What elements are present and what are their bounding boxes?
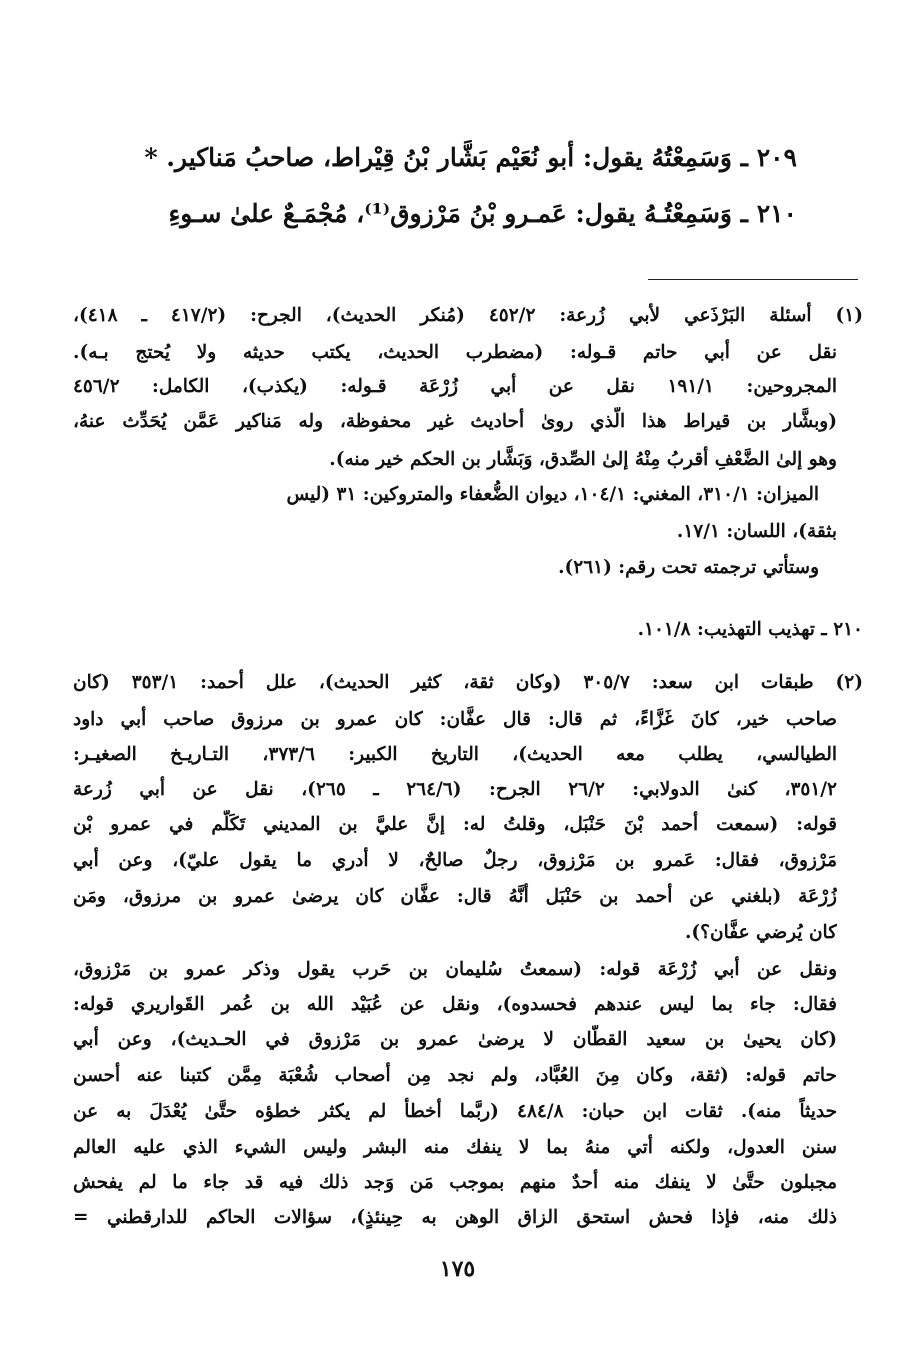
entry-210-reference: ٢١٠ ـ تهذيب التهذيب: ١٠١/٨. bbox=[637, 619, 863, 640]
footnote-1-line: وهو إلىٰ الضَّعْفِ أقربُ مِنْهُ إلىٰ الصِّدق، وَبَشَّار بن الحكم خير منه). bbox=[329, 449, 837, 470]
footnote-2-line: الطيالسي، يطلب معه الحديث)، التاريخ الكبير: ٣٧٣/٦، التـاريـخ الصغيـر: bbox=[73, 744, 837, 765]
footnote-2-line: فقال: جاء بما ليس عندهم فحسدوه)، ونقل عن عُبَيْد الله بن عُمر القَواريري قوله: bbox=[73, 994, 837, 1015]
footnote-1-line: بثقة)، اللسان: ١٧/١. bbox=[676, 521, 837, 542]
footnote-1-line: (وبشَّار بن قيراط هذا الَّذي روىٰ أحاديث غير محفوظة، وله مَناكير عَمَّن يُحَدِّث عنهُ، bbox=[73, 411, 837, 432]
footnote-2-line: قوله: (سمعت أحمد بْنَ حَنْبَل، وقلتُ له: إنَّ عليَّ بن المديني تَكَلَّم في عمرو بْن bbox=[73, 814, 837, 835]
footnote-2-line: زُرْعَة (بلغني عن أحمد بن حَنْبَل أنَّهُ قال: عفَّان كان يرضىٰ عمرو بن مرزوق، ومَن bbox=[73, 886, 837, 907]
footnote-2-line: (كان يحيىٰ بن سعيد القطَّان لا يرضىٰ عمرو بن مَرْزوق في الحـديث)، وعن أبي bbox=[73, 1029, 837, 1050]
footnote-2-line: ذلك منه، فإذا فحش استحق الزاق الوهن به حِينئذٍ)، سؤالات الحاكم للدارقطني = bbox=[73, 1207, 837, 1228]
footnote-2-line: ونقل عن أبي زُرْعَة قوله: (سمعتُ سُليمان بن حَرب يقول وذكر عمرو بن مَرْزوق، bbox=[73, 959, 837, 980]
footnote-1-line: نقل عن أبي حاتم قـوله: (مضطرب الحديث، يكتب حديثه ولا يُحتج بـه). bbox=[73, 342, 837, 363]
entry-210: ٢١٠ ـ وَسَمِعْتُـهُ يقول: عَمـرو بْنُ مَرْزوق⁽¹⁾، مُجْمَـعٌ علىٰ سـوءِ bbox=[168, 199, 797, 228]
footnote-2-line: مَرْزوق، فقال: عَمرو بن مَرْزوق، رجلٌ صالحٌ، لا أدري ما يقول عليّ)، وعن أبي bbox=[73, 850, 837, 871]
footnote-1-line: وستأتي ترجمته تحت رقم: (٢٦١). bbox=[558, 557, 819, 578]
page-number: ١٧٥ bbox=[439, 1256, 476, 1282]
footnote-2-line: مجبلون حتَّىٰ لا ينفك منه أحدٌ منهم بموجب مَن وَجد ذلك فيه قد جاء ما لم يفحش bbox=[73, 1172, 837, 1193]
footnote-2-line: ٣٥١/٢، كنىٰ الدولابي: ٢٦/٢ الجرح: (٢٦٤/٦ ـ ٢٦٥)، نقل عن أبي زُرعة bbox=[73, 779, 837, 800]
footnote-1-line: الميزان: ٣١٠/١، المغني: ١٠٤/١، ديوان الضُّعفاء والمتروكين: ٣١ (ليس bbox=[286, 484, 819, 505]
entry-209: ٢٠٩ ـ وَسَمِعْتُهُ يقول: أبو نُعَيْم بَشَّار بْنُ قِيْراط، صاحبُ مَناكير. * bbox=[144, 143, 797, 172]
footnote-separator bbox=[648, 279, 858, 280]
footnote-2-line: (٢) طبقات ابن سعد: ٣٠٥/٧ (وكان ثقة، كثير الحديث)، علل أحمد: ٣٥٣/١ (كان bbox=[73, 672, 863, 693]
footnote-2-line: صاحب خير، كانَ غَزَّاءً، ثم قال: قال عفَّان: كان عمرو بن مرزوق صاحب أبي داود bbox=[73, 709, 837, 730]
footnote-2-line: حديثاً منه). ثقات ابن حبان: ٤٨٤/٨ (ربَّما أخطأ لم يكثر خطؤه حتَّىٰ يُعْدَلَ به عن bbox=[73, 1101, 837, 1122]
footnote-1-line: (١) أسئلة البَرْذَعي لأبي زُرعة: ٤٥٢/٢ (مُنكر الحديث)، الجرح: (٤١٧/٢ ـ ٤١٨)، bbox=[73, 305, 863, 326]
footnote-1-line: المجروحين: ١٩١/١ نقل عن أبي زُرْعَة قـوله: (يكذب)، الكامل: ٤٥٦/٢ bbox=[73, 376, 837, 397]
footnote-2-line: كان يُرضي عفَّان؟). bbox=[684, 922, 837, 943]
footnote-2-line: حاتم قوله: (ثقة، وكان مِنَ العُبَّاد، ولم نجد مِن أصحاب شُعْبَة مِمَّن كتبنا عنه أحسن bbox=[73, 1065, 837, 1086]
footnote-2-line: سنن العدول، ولكنه أتي منهُ بما لا ينفك منه البشر وليس الشيء الذي عليه العالم bbox=[73, 1137, 837, 1158]
